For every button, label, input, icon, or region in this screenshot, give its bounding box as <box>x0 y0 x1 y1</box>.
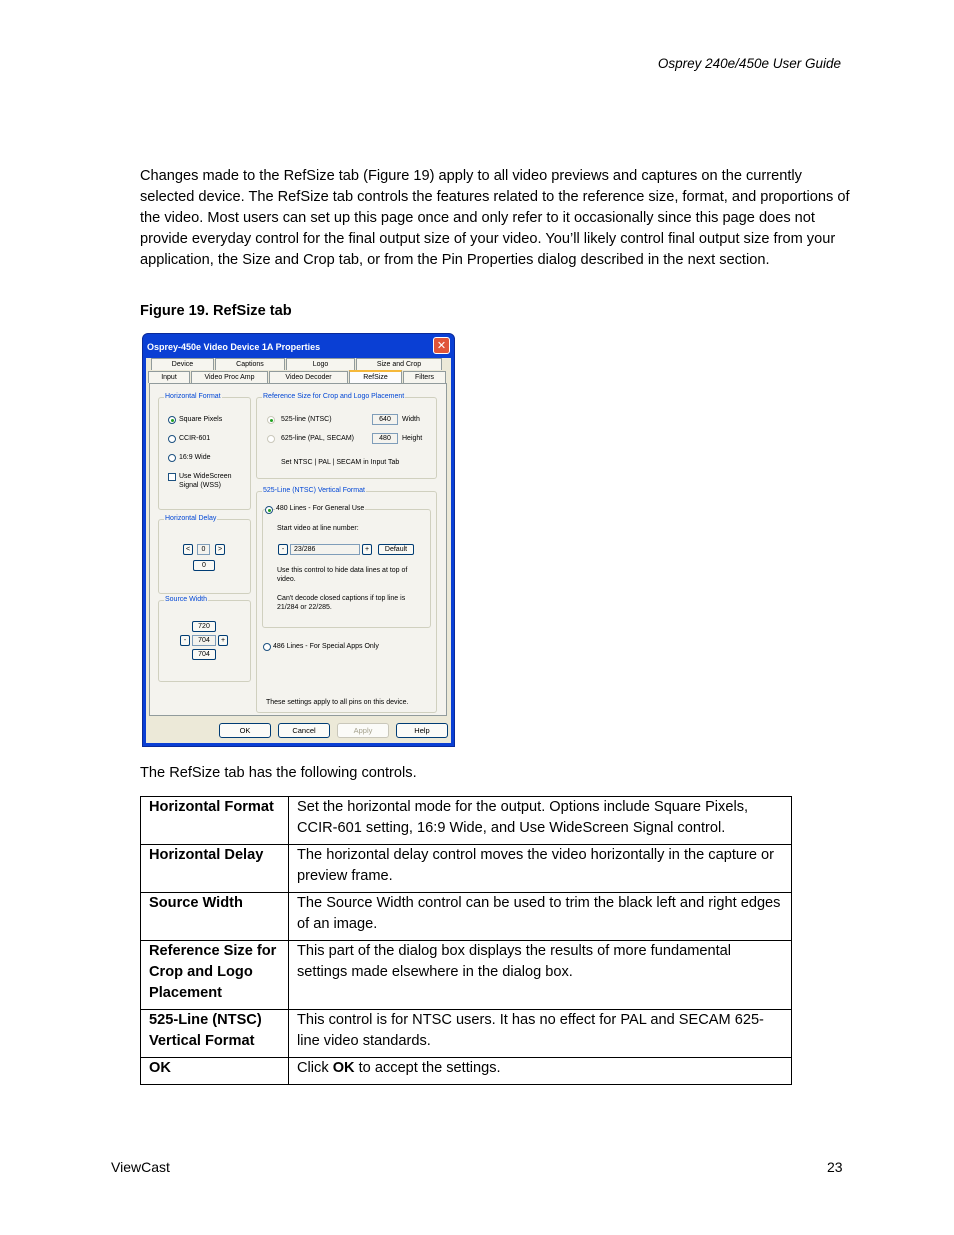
controls-table <box>140 796 792 1085</box>
reference-height-label: Height <box>402 435 423 442</box>
group-title: Source Width <box>165 596 208 603</box>
apply-button[interactable]: Apply <box>337 723 389 738</box>
lines-486-radio[interactable] <box>263 643 271 651</box>
source-width-max-button[interactable]: 720 <box>192 621 216 632</box>
start-line-value: 23/286 <box>290 544 360 555</box>
delay-decrement-button[interactable]: < <box>183 544 193 555</box>
reference-size-group <box>256 393 437 479</box>
control-desc: This part of the dialog box displays the results of more fundamental settings made elsewhere in the dialog box. <box>289 941 792 1010</box>
dialog-title: Osprey-450e Video Device 1A Properties <box>147 342 321 352</box>
figure-caption: Figure 19. RefSize tab <box>140 303 292 319</box>
pal-625-radio <box>267 435 275 443</box>
source-width-decrement-button[interactable]: - <box>180 635 190 646</box>
wide-16-9-radio[interactable] <box>168 454 176 462</box>
widescreen-label: Use WideScreen Signal (WSS) <box>179 473 232 489</box>
page-number: 23 <box>827 1159 843 1175</box>
desc-suffix: to accept the settings. <box>354 1060 501 1076</box>
table-row <box>141 845 792 893</box>
cancel-button[interactable]: Cancel <box>278 723 330 738</box>
widescreen-checkbox[interactable] <box>168 473 176 481</box>
hint-closed-captions: Can't decode closed captions if top line is 21/284 or 22/285. <box>277 595 406 611</box>
table-row <box>141 941 792 1010</box>
tab-device[interactable]: Device <box>151 358 214 370</box>
tab-input[interactable]: Input <box>148 371 190 383</box>
ok-button[interactable]: OK <box>219 723 271 738</box>
horizontal-delay-group <box>158 515 251 594</box>
tab-video-decoder[interactable]: Video Decoder <box>269 371 348 383</box>
ntsc-525-label: 525-line (NTSC) <box>281 416 332 423</box>
source-width-reset-button[interactable]: 704 <box>192 649 216 660</box>
delay-reset-button[interactable]: 0 <box>193 560 215 571</box>
control-name: OK <box>141 1058 289 1085</box>
control-name: Reference Size for Crop and Logo Placement <box>141 941 289 1010</box>
desc-prefix: Click <box>297 1060 333 1076</box>
source-width-group <box>158 596 251 682</box>
source-width-value: 704 <box>192 635 216 646</box>
table-row <box>141 1010 792 1058</box>
group-title: Horizontal Format <box>165 393 221 400</box>
reference-height-value: 480 <box>372 433 398 444</box>
help-button[interactable]: Help <box>396 723 448 738</box>
refsize-panel <box>149 383 447 716</box>
footer-company: ViewCast <box>111 1159 170 1175</box>
pal-625-label: 625-line (PAL, SECAM) <box>281 435 355 442</box>
wide-16-9-label: 16:9 Wide <box>179 454 211 461</box>
control-desc: Set the horizontal mode for the output. Options include Square Pixels, CCIR-601 setting, 16:9 Wide, and Use WideScreen Signal control. <box>289 797 792 845</box>
group-title: Reference Size for Crop and Logo Placement <box>263 393 405 400</box>
table-row <box>141 893 792 941</box>
running-header: Osprey 240e/450e User Guide <box>657 56 841 71</box>
control-desc <box>289 1058 792 1085</box>
square-pixels-label: Square Pixels <box>179 416 223 423</box>
tab-video-proc-amp[interactable]: Video Proc Amp <box>191 371 268 383</box>
reference-note: Set NTSC | PAL | SECAM in Input Tab <box>281 459 400 466</box>
line-decrement-button[interactable]: - <box>278 544 288 555</box>
dialog-body <box>146 358 451 743</box>
tab-refsize[interactable]: RefSize <box>349 370 402 384</box>
control-name: Source Width <box>141 893 289 941</box>
group-title: 525-Line (NTSC) Vertical Format <box>263 487 365 494</box>
ccir601-radio[interactable] <box>168 435 176 443</box>
properties-dialog <box>142 333 455 747</box>
lines-480-radio[interactable] <box>265 506 273 514</box>
close-icon[interactable]: ✕ <box>433 337 450 354</box>
control-name: Horizontal Format <box>141 797 289 845</box>
reference-width-label: Width <box>402 416 420 423</box>
control-name: Horizontal Delay <box>141 845 289 893</box>
ntsc-525-radio <box>267 416 275 424</box>
reference-width-value: 640 <box>372 414 398 425</box>
vertical-format-group <box>256 487 437 713</box>
table-row <box>141 1058 792 1085</box>
start-line-label: Start video at line number: <box>277 525 359 532</box>
table-row <box>141 797 792 845</box>
lines-480-label: 480 Lines - For General Use <box>276 505 365 512</box>
ccir601-label: CCIR-601 <box>179 435 211 442</box>
line-increment-button[interactable]: + <box>362 544 372 555</box>
tab-filters[interactable]: Filters <box>403 371 446 383</box>
lines-486-label: 486 Lines - For Special Apps Only <box>273 643 379 650</box>
control-desc: This control is for NTSC users. It has no effect for PAL and SECAM 625-line video standards. <box>289 1010 792 1058</box>
hint-data-lines: Use this control to hide data lines at top of video. <box>277 567 408 583</box>
control-name: 525-Line (NTSC) Vertical Format <box>141 1010 289 1058</box>
square-pixels-radio[interactable] <box>168 416 176 424</box>
delay-increment-button[interactable]: > <box>215 544 225 555</box>
source-width-increment-button[interactable]: + <box>218 635 228 646</box>
delay-value: 0 <box>197 544 210 555</box>
intro-paragraph: Changes made to the RefSize tab (Figure 19) apply to all video previews and captures on the currently selected device. The RefSize tab controls the features related to the reference size, format, and proportions of the video. Most users can set up this page once and only refer to it occasionally since this page does not provide everyday control for the final output size of your video. You’ll likely control final output size from your application, the Size and Crop tab, or from the Pin Properties dialog described in the next section. <box>140 168 850 268</box>
default-button[interactable]: Default <box>378 544 414 555</box>
lines-480-group <box>262 505 431 628</box>
group-title: Horizontal Delay <box>165 515 217 522</box>
tab-size-and-crop[interactable]: Size and Crop <box>356 358 442 370</box>
tab-logo[interactable]: Logo <box>286 358 355 370</box>
table-intro: The RefSize tab has the following controls. <box>140 765 417 781</box>
horizontal-format-group <box>158 393 251 510</box>
control-desc: The horizontal delay control moves the video horizontally in the capture or preview frame. <box>289 845 792 893</box>
control-desc: The Source Width control can be used to trim the black left and right edges of an image. <box>289 893 792 941</box>
footer-note: These settings apply to all pins on this device. <box>266 699 409 706</box>
tab-captions[interactable]: Captions <box>215 358 285 370</box>
desc-bold: OK <box>332 1060 355 1076</box>
